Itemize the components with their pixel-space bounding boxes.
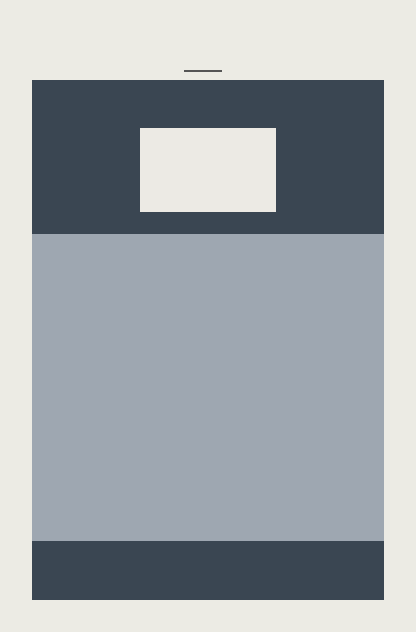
dedication-box [140,128,276,212]
book-list [32,234,384,541]
leaf-ornament-bottom [32,541,384,600]
divider-rule [184,70,222,72]
cover-panel [32,80,384,600]
